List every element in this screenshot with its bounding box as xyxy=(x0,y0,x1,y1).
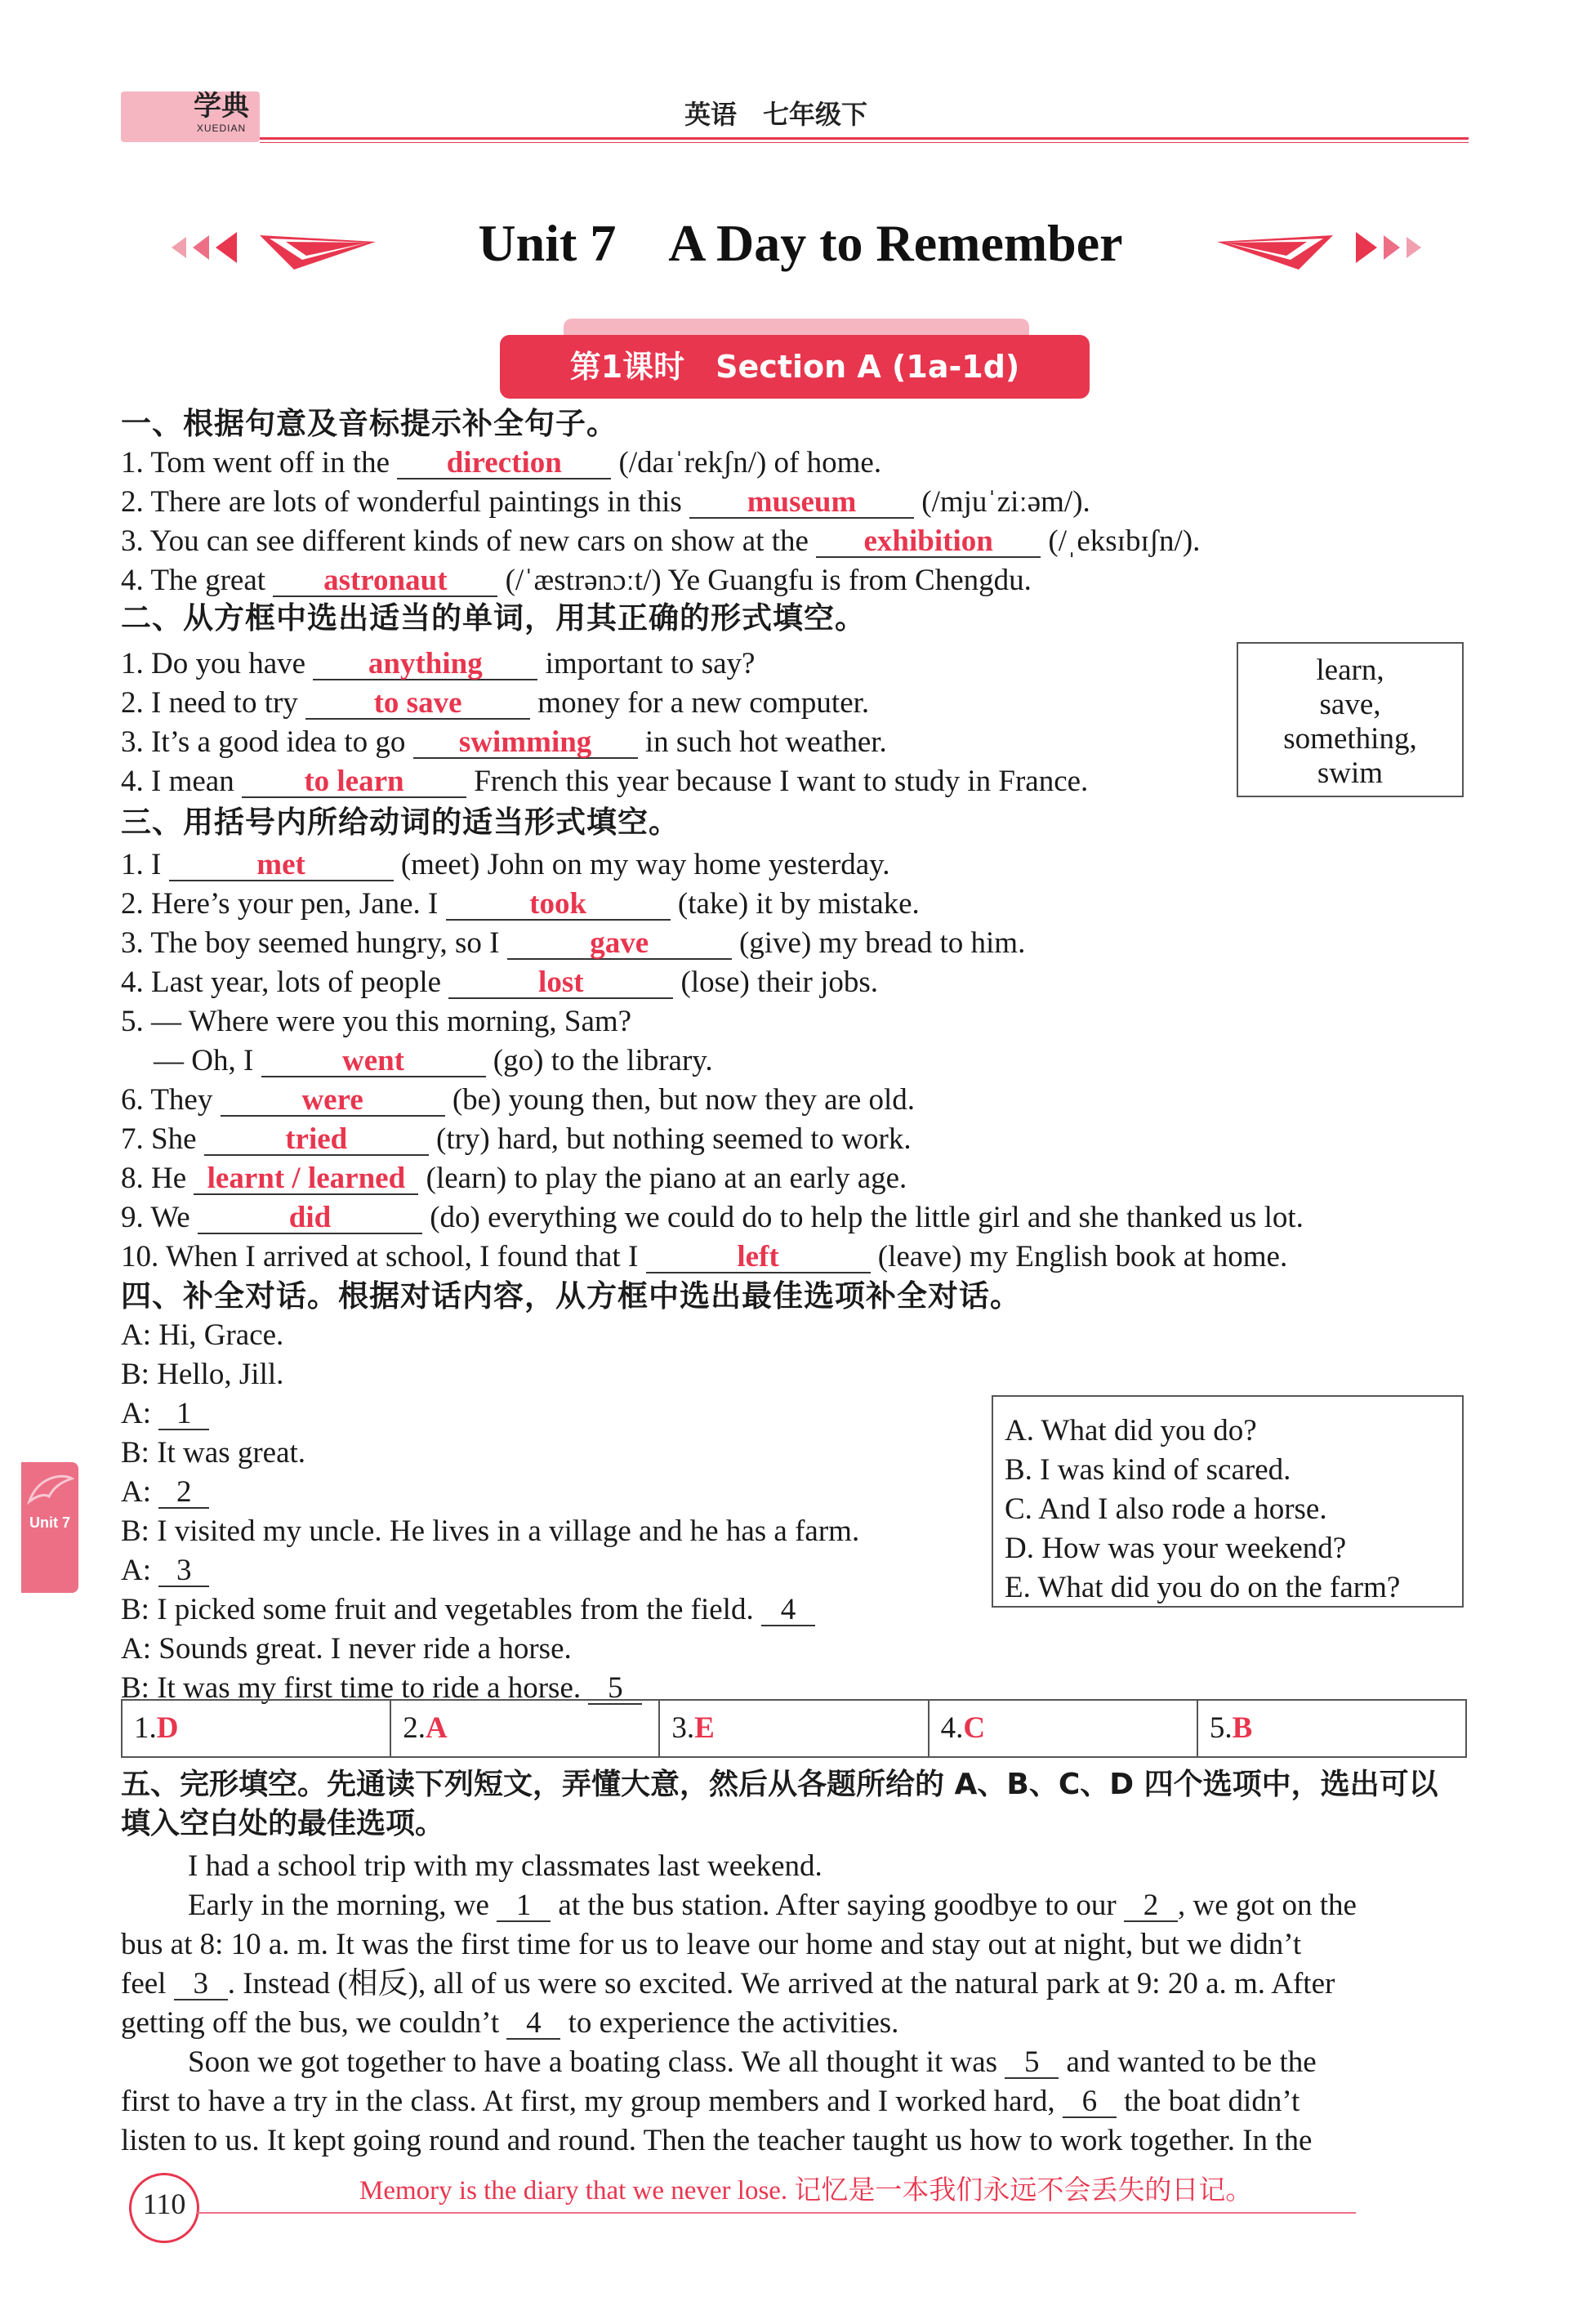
section5-heading-line2: 填入空白处的最佳选项。 xyxy=(121,1807,445,1840)
dialogue-line: B: I picked some fruit and vegetables from the field. 4 xyxy=(121,1591,815,1629)
unit-title: Unit 7 A Day to Remember xyxy=(478,214,1123,272)
passage-line: I had a school trip with my classmates last weekend. xyxy=(188,1849,823,1883)
cloze-blank[interactable]: 5 xyxy=(1005,2045,1059,2079)
option-e: E. What did you do on the farm? xyxy=(1005,1571,1401,1604)
answer-blank[interactable]: gave xyxy=(507,925,732,960)
dialogue-line: B: It was my first time to ride a horse. 5 xyxy=(121,1670,642,1707)
s1-item-3: 3. You can see different kinds of new cars on show at the exhibition (/ˌeksɪbɪʃn/). xyxy=(121,524,1201,558)
unit-side-tab: Unit 7 xyxy=(21,1462,78,1593)
dialogue-line: A: 3 xyxy=(121,1552,209,1590)
s2-item-4: 4. I mean to learn French this year because I want to study in France. xyxy=(121,765,1089,798)
passage-line: bus at 8: 10 a. m. It was the first time for us to leave our home and stay out at night, but we didn’t xyxy=(121,1928,1302,1961)
section1-heading: 一、根据句意及音标提示补全句子。 xyxy=(121,406,617,441)
answer-blank[interactable]: exhibition xyxy=(816,524,1041,558)
wing-icon xyxy=(21,1469,78,1510)
footer-quote: Memory is the diary that we never lose. 记忆是一本我们永远不会丢失的日记。 xyxy=(359,2176,1253,2206)
cloze-blank[interactable]: 4 xyxy=(506,2005,560,2040)
answer-blank[interactable]: direction xyxy=(397,445,611,479)
passage-line: feel 3 . Instead (相反), all of us were so excited. We arrived at the natural park at 9: 20 a. m. After xyxy=(121,1967,1335,2000)
left-arrows-icon xyxy=(172,219,376,276)
option-b: B. I was kind of scared. xyxy=(1005,1453,1291,1487)
lesson-banner: 第1课时 Section A (1a-1d) xyxy=(500,335,1090,399)
dialogue-line: A: 1 xyxy=(121,1395,209,1433)
s3-item-1: 1. I met (meet) John on my way home yesterday. xyxy=(121,848,890,881)
s3-item-10: 10. When I arrived at school, I found that I left (leave) my English book at home. xyxy=(121,1240,1288,1273)
answer-blank[interactable]: anything xyxy=(313,646,537,680)
s3-item-5: 5. — Where were you this morning, Sam? xyxy=(121,1005,632,1038)
dialogue-line: A: Sounds great. I never ride a horse. xyxy=(121,1632,572,1666)
dialogue-line: B: I visited my uncle. He lives in a village and he has a farm. xyxy=(121,1514,860,1548)
cloze-blank[interactable]: 1 xyxy=(497,1888,551,1922)
section5-heading-line1: 五、完形填空。先通读下列短文，弄懂大意，然后从各题所给的 A、B、C、D 四个选项中，选出可以 xyxy=(121,1768,1438,1801)
s1-item-2: 2. There are lots of wonderful paintings in this museum (/mjuˈziːəm/). xyxy=(121,485,1090,519)
dialogue-line: B: Hello, Jill. xyxy=(121,1358,284,1391)
s3-item-6: 6. They were (be) young then, but now they are old. xyxy=(121,1083,916,1117)
s2-item-3: 3. It’s a good idea to go swimming in such hot weather. xyxy=(121,725,887,759)
right-arrows-icon xyxy=(1217,219,1421,276)
s2-item-2: 2. I need to try to save money for a new computer. xyxy=(121,686,870,720)
passage-line: first to have a try in the class. At first, my group members and I worked hard, 6 the boat didn’t xyxy=(121,2085,1300,2118)
logo-text: 学典 XUEDIAN xyxy=(194,90,249,134)
option-c: C. And I also rode a horse. xyxy=(1005,1492,1327,1526)
answer-blank[interactable]: lost xyxy=(448,965,673,999)
word-box: learn, save, something, swim xyxy=(1237,642,1464,797)
passage-line: Early in the morning, we 1 at the bus station. After saying goodbye to our 2 , we got on the xyxy=(188,1889,1357,1922)
option-d: D. How was your weekend? xyxy=(1005,1532,1347,1565)
answer-cell: 3.E xyxy=(660,1701,929,1756)
answer-blank[interactable]: took xyxy=(446,886,671,921)
dialogue-line: B: It was great. xyxy=(121,1436,306,1470)
answer-blank[interactable]: learnt / learned xyxy=(194,1161,418,1195)
dialogue-line: A: 2 xyxy=(121,1474,209,1511)
answer-table xyxy=(121,1699,1467,1758)
s3-item-4: 4. Last year, lots of people lost (lose) their jobs. xyxy=(121,966,879,999)
passage-line: Soon we got together to have a boating class. We all thought it was 5 and wanted to be the xyxy=(188,2045,1317,2079)
s1-item-4: 4. The great astronaut (/ˈæstrənɔːt/) Ye Guangfu is from Chengdu. xyxy=(121,564,1032,597)
dialogue-blank[interactable]: 1 xyxy=(158,1396,209,1430)
passage-line: listen to us. It kept going round and round. Then the teacher taught us how to work together. In the xyxy=(121,2124,1313,2157)
cloze-blank[interactable]: 3 xyxy=(174,1966,228,2000)
cloze-blank[interactable]: 6 xyxy=(1063,2084,1117,2118)
cloze-blank[interactable]: 2 xyxy=(1124,1888,1178,1922)
dialogue-blank[interactable]: 4 xyxy=(761,1592,815,1626)
answer-cell: 4.C xyxy=(930,1701,1198,1756)
s3-item-5-answer: — Oh, I went (go) to the library. xyxy=(154,1044,713,1077)
dialogue-blank[interactable]: 5 xyxy=(588,1670,642,1705)
s3-item-8: 8. He learnt / learned (learn) to play the piano at an early age. xyxy=(121,1162,907,1195)
answer-blank[interactable]: tried xyxy=(204,1122,429,1156)
dialogue-blank[interactable]: 2 xyxy=(158,1474,209,1509)
answer-blank[interactable]: went xyxy=(261,1043,486,1077)
answer-cell: 1.D xyxy=(123,1701,391,1756)
header-rule-thin xyxy=(260,142,1469,143)
answer-blank[interactable]: met xyxy=(169,847,394,881)
answer-blank[interactable]: swimming xyxy=(413,725,638,759)
answer-blank[interactable]: astronaut xyxy=(273,563,497,597)
section4-heading: 四、补全对话。根据对话内容，从方框中选出最佳选项补全对话。 xyxy=(121,1278,1021,1314)
s2-item-1: 1. Do you have anything important to say? xyxy=(121,647,756,680)
passage-line: getting off the bus, we couldn’t 4 to experience the activities. xyxy=(121,2006,899,2040)
dialogue-line: A: Hi, Grace. xyxy=(121,1318,284,1352)
s3-item-7: 7. She tried (try) hard, but nothing seemed to work. xyxy=(121,1122,912,1156)
answer-blank[interactable]: museum xyxy=(689,484,914,519)
answer-blank[interactable]: did xyxy=(198,1200,422,1234)
answer-cell: 5.B xyxy=(1209,1711,1253,1745)
dialogue-blank[interactable]: 3 xyxy=(158,1553,209,1587)
answer-blank[interactable]: were xyxy=(221,1082,445,1117)
answer-cell: 2.A xyxy=(391,1701,660,1756)
answer-blank[interactable]: to learn xyxy=(242,764,466,798)
s3-item-9: 9. We did (do) everything we could do to help the little girl and she thanked us lot. xyxy=(121,1201,1304,1234)
header-rule xyxy=(260,137,1469,140)
section3-heading: 三、用括号内所给动词的适当形式填空。 xyxy=(121,805,680,840)
footer-rule xyxy=(196,2212,1356,2214)
answer-blank[interactable]: to save xyxy=(305,685,530,720)
s1-item-1: 1. Tom went off in the direction (/daɪˈrekʃn/) of home. xyxy=(121,446,882,479)
option-a: A. What did you do? xyxy=(1005,1414,1257,1447)
page-number: 110 xyxy=(142,2188,186,2220)
s3-item-2: 2. Here’s your pen, Jane. I took (take) it by mistake. xyxy=(121,887,920,921)
section2-heading: 二、从方框中选出适当的单词，用其正确的形式填空。 xyxy=(121,600,866,636)
header-subject: 英语 七年级下 xyxy=(684,99,868,130)
s3-item-3: 3. The boy seemed hungry, so I gave (give) my bread to him. xyxy=(121,926,1026,960)
answer-blank[interactable]: left xyxy=(646,1239,871,1273)
options-box xyxy=(992,1395,1464,1608)
header-bar xyxy=(121,88,1469,145)
